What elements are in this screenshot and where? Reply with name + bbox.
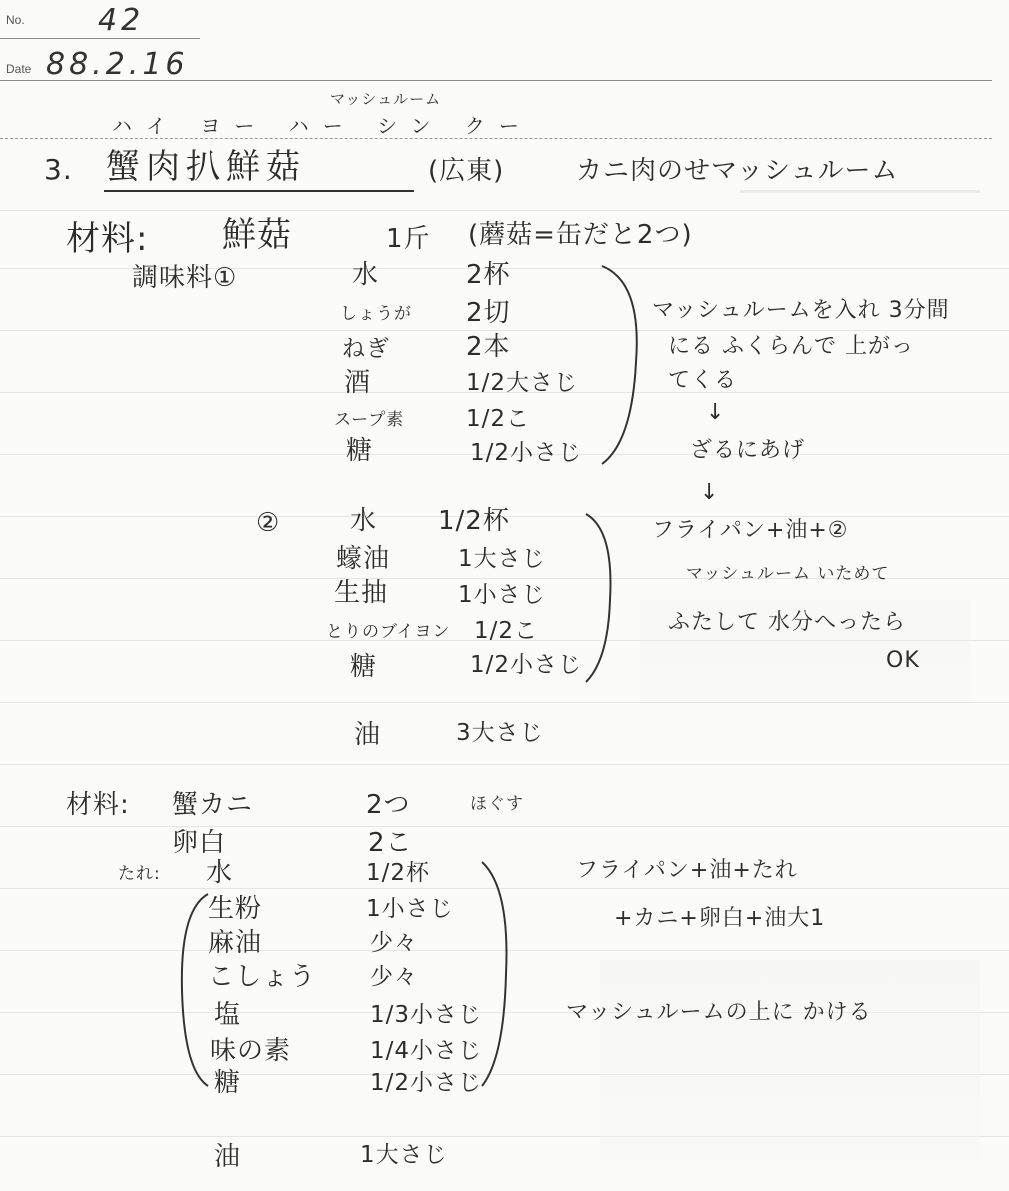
crab-item-qty: 2つ: [366, 790, 411, 820]
seasoning1-name: 糖: [346, 436, 374, 466]
step-line: フライパン+油+②: [652, 518, 849, 543]
seasoning1-name: しょうが: [340, 304, 412, 324]
seasoning2-qty: 1小さじ: [458, 582, 546, 608]
title-reading: ハイ ヨー ハー シン クー: [112, 114, 533, 138]
seasoning1-qty: 1/2大さじ: [466, 370, 579, 396]
seasoning2-label: ②: [256, 508, 281, 538]
ingredient-main-note: (蘑菇=缶だと2つ): [468, 220, 693, 250]
sauce-qty: 1/3小さじ: [370, 1002, 483, 1028]
line-rule: [0, 702, 1009, 703]
recipe-number: 3.: [44, 153, 73, 186]
sauce-name: 生粉: [208, 894, 263, 924]
crab-step-line: マッシュルームの上に かける: [566, 1000, 872, 1025]
bracket-sauce-left: [174, 890, 214, 1090]
title-underline: [104, 190, 414, 192]
recipe-title: 蟹肉扒鮮菇: [106, 147, 306, 187]
seasoning2-name: とりのブイヨン: [326, 622, 451, 642]
crab-ingredients-label: 材料:: [66, 790, 130, 820]
sauce-name: 麻油: [208, 928, 263, 958]
seasoning2-name: 生抽: [334, 578, 389, 608]
title-ruby: マッシュルーム: [330, 90, 442, 108]
step-line: にる ふくらんで 上がっ: [668, 334, 914, 359]
seasoning1-name: ねぎ: [342, 336, 390, 362]
seasoning1-name: スープ素: [334, 410, 405, 430]
recipe-translation: カニ肉のせマッシュルーム: [576, 156, 899, 186]
sauce-qty: 少々: [370, 930, 418, 956]
no-value: 42: [98, 3, 145, 38]
arrow-down-icon: ↓: [700, 480, 720, 505]
date-value: 88.2.16: [46, 47, 189, 82]
ingredient-main-item: 鮮菇: [222, 215, 292, 255]
seasoning1-qty: 2切: [466, 298, 511, 328]
ingredients-label: 材料:: [66, 219, 149, 259]
seasoning2-qty: 1/2杯: [438, 506, 510, 536]
seasoning2-name: 水: [350, 506, 378, 536]
reverse-side-bleed: [600, 960, 980, 1160]
crab-item-name: 卵白: [172, 828, 227, 858]
no-label: No.: [6, 13, 25, 27]
step-line: ふたして 水分へったら: [668, 610, 906, 635]
title-dash-rule: [0, 138, 992, 139]
crab-item-note: ほぐす: [470, 794, 524, 814]
seasoning2-name: 蠔油: [336, 544, 391, 574]
sauce-qty: 少々: [370, 964, 418, 990]
step-line: マッシュルームを入れ 3分間: [652, 298, 950, 323]
seasoning2-qty: 1/2小さじ: [470, 652, 583, 678]
seasoning1-qty: 2杯: [466, 260, 511, 290]
crab-step-line: +カニ+卵白+油大1: [614, 906, 826, 931]
sauce-name: 水: [206, 858, 234, 888]
seasoning-oil-name: 油: [354, 720, 382, 750]
sauce-qty: 1小さじ: [366, 896, 454, 922]
seasoning1-name: 酒: [344, 368, 372, 398]
recipe-region: (広東): [428, 156, 505, 186]
sauce-name: 糖: [214, 1068, 242, 1098]
seasoning1-qty: 2本: [466, 332, 511, 362]
crab-item-qty: 2こ: [368, 828, 413, 858]
step-line: ざるにあげ: [690, 438, 806, 463]
date-label: Date: [6, 62, 32, 76]
step-line: てくる: [668, 368, 738, 393]
seasoning1-qty: 1/2小さじ: [470, 440, 583, 466]
bracket-group1: [596, 262, 646, 468]
step-line: マッシュルーム いためて: [686, 564, 890, 584]
crab-oil-name: 油: [214, 1142, 242, 1172]
header-rule-1: [0, 38, 200, 39]
seasoning2-qty: 1/2こ: [474, 618, 539, 644]
sauce-qty: 1/2小さじ: [370, 1070, 483, 1096]
sauce-label: たれ:: [118, 864, 161, 884]
seasoning-oil-qty: 3大さじ: [456, 720, 544, 746]
arrow-down-icon: ↓: [706, 400, 726, 425]
seasoning1-name: 水: [352, 260, 380, 290]
sauce-qty: 1/2杯: [366, 860, 431, 886]
sauce-qty: 1/4小さじ: [370, 1038, 483, 1064]
seasoning2-qty: 1大さじ: [458, 546, 546, 572]
line-rule: [0, 764, 1009, 765]
seasoning2-name: 糖: [350, 652, 378, 682]
line-rule: [0, 210, 1009, 211]
sauce-name: 味の素: [210, 1036, 292, 1066]
seasoning1-qty: 1/2こ: [466, 406, 531, 432]
line-rule: [0, 826, 1009, 827]
crab-oil-qty: 1大さじ: [360, 1142, 448, 1168]
line-rule: [0, 330, 1009, 331]
bracket-group2: [580, 510, 620, 686]
crab-item-name: 蟹カニ: [172, 790, 254, 820]
ingredient-main-qty: 1斤: [386, 224, 431, 254]
sauce-name: こしょう: [208, 962, 317, 992]
crab-step-line: フライパン+油+たれ: [576, 858, 798, 883]
step-line: OK: [886, 648, 920, 673]
seasoning-label: 調味料①: [132, 263, 238, 293]
bracket-sauce-right: [476, 858, 516, 1090]
sauce-name: 塩: [214, 1000, 242, 1030]
